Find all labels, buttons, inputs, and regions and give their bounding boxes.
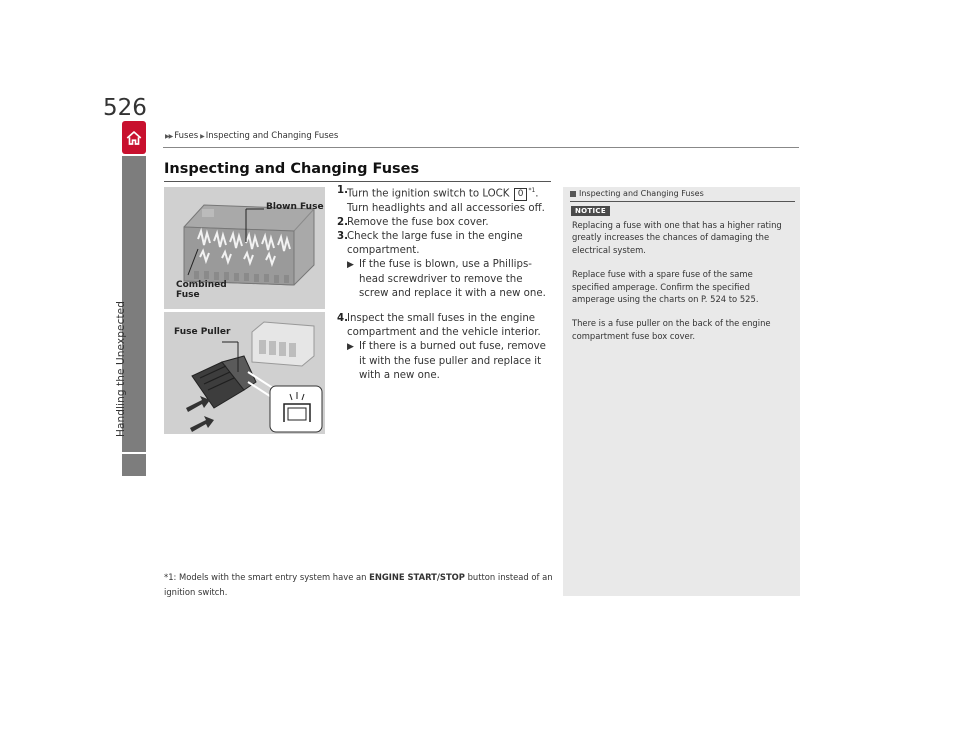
page-number: 526: [103, 95, 147, 121]
panel-heading-text: Inspecting and Changing Fuses: [579, 189, 704, 198]
step-number: 3.: [337, 231, 348, 242]
step-text: Check the large fuse in the engine compartment.: [347, 231, 523, 257]
step-text: . Turn headlights and all accessories off.: [347, 188, 545, 214]
footnote-text: *1: Models with the smart entry system have an: [164, 572, 370, 582]
breadcrumb: [165, 131, 338, 141]
substep-text: If there is a burned out fuse, remove it with the fuse puller and replace it with a new one.: [359, 341, 546, 381]
lock-key-symbol: 0: [514, 188, 528, 201]
procedure-steps: [337, 184, 553, 383]
callout-combined-fuse-l1: Combined: [176, 280, 227, 290]
sidebar-notes-panel: [563, 187, 800, 596]
panel-divider: [570, 201, 795, 202]
header-divider: [163, 147, 799, 148]
step-3-substep: [337, 258, 553, 301]
step-text: Inspect the small fuses in the engine compartment and the vehicle interior.: [347, 313, 541, 339]
panel-body: [572, 219, 792, 354]
step-3: [337, 230, 553, 258]
figure-fuse-box: [164, 187, 325, 309]
breadcrumb-item-fuses[interactable]: Fuses: [174, 131, 199, 141]
callout-fuse-puller: Fuse Puller: [174, 327, 231, 337]
step-number: 2.: [337, 216, 348, 228]
step-text: Remove the fuse box cover.: [347, 216, 489, 228]
title-divider: [164, 181, 551, 182]
home-icon: [125, 129, 143, 147]
footnote-button-name: ENGINE START/STOP: [369, 572, 465, 582]
step-1: [337, 184, 553, 216]
panel-paragraph: There is a fuse puller on the back of the engine compartment fuse box cover.: [572, 318, 771, 341]
panel-paragraph: Replace fuse with a spare fuse of the same specified amperage. Confirm the specified amperage using the charts on P. 524 to 525.: [572, 269, 759, 305]
substep-text: If the fuse is blown, use a Phillips-head screwdriver to remove the screw and replace it with a new one.: [359, 259, 546, 299]
note-marker-icon: [570, 191, 576, 197]
step-2: [337, 216, 553, 230]
chapter-tab-next[interactable]: [122, 454, 146, 476]
callout-combined-fuse-l2: Fuse: [176, 290, 200, 300]
notice-badge: NOTICE: [571, 206, 610, 216]
step-4: [337, 312, 553, 340]
breadcrumb-arrow-icon: ▶▶: [165, 132, 173, 140]
step-number: 1.: [337, 185, 348, 196]
chapter-label: Handling the Unexpected: [115, 301, 127, 437]
footnote: [164, 570, 559, 600]
footnote-ref[interactable]: *1: [528, 187, 536, 194]
breadcrumb-arrow-icon: ▶: [200, 132, 204, 140]
substep-arrow-icon: ▶: [347, 260, 354, 271]
panel-heading: [570, 189, 798, 198]
panel-paragraph: Replacing a fuse with one that has a higher rating greatly increases the chances of damaging the electrical system.: [572, 220, 782, 255]
footnote-text: button instead of an ignition switch.: [164, 572, 553, 597]
section-title: Inspecting and Changing Fuses: [164, 161, 420, 177]
figure-fuse-puller: [164, 312, 325, 434]
step-4-substep: [337, 340, 553, 383]
breadcrumb-item-current: Inspecting and Changing Fuses: [205, 131, 339, 141]
step-number: 4.: [337, 313, 348, 325]
step-text: Turn the ignition switch to LOCK: [347, 188, 513, 200]
callout-blown-fuse: Blown Fuse: [266, 202, 324, 212]
substep-arrow-icon: ▶: [347, 342, 354, 353]
